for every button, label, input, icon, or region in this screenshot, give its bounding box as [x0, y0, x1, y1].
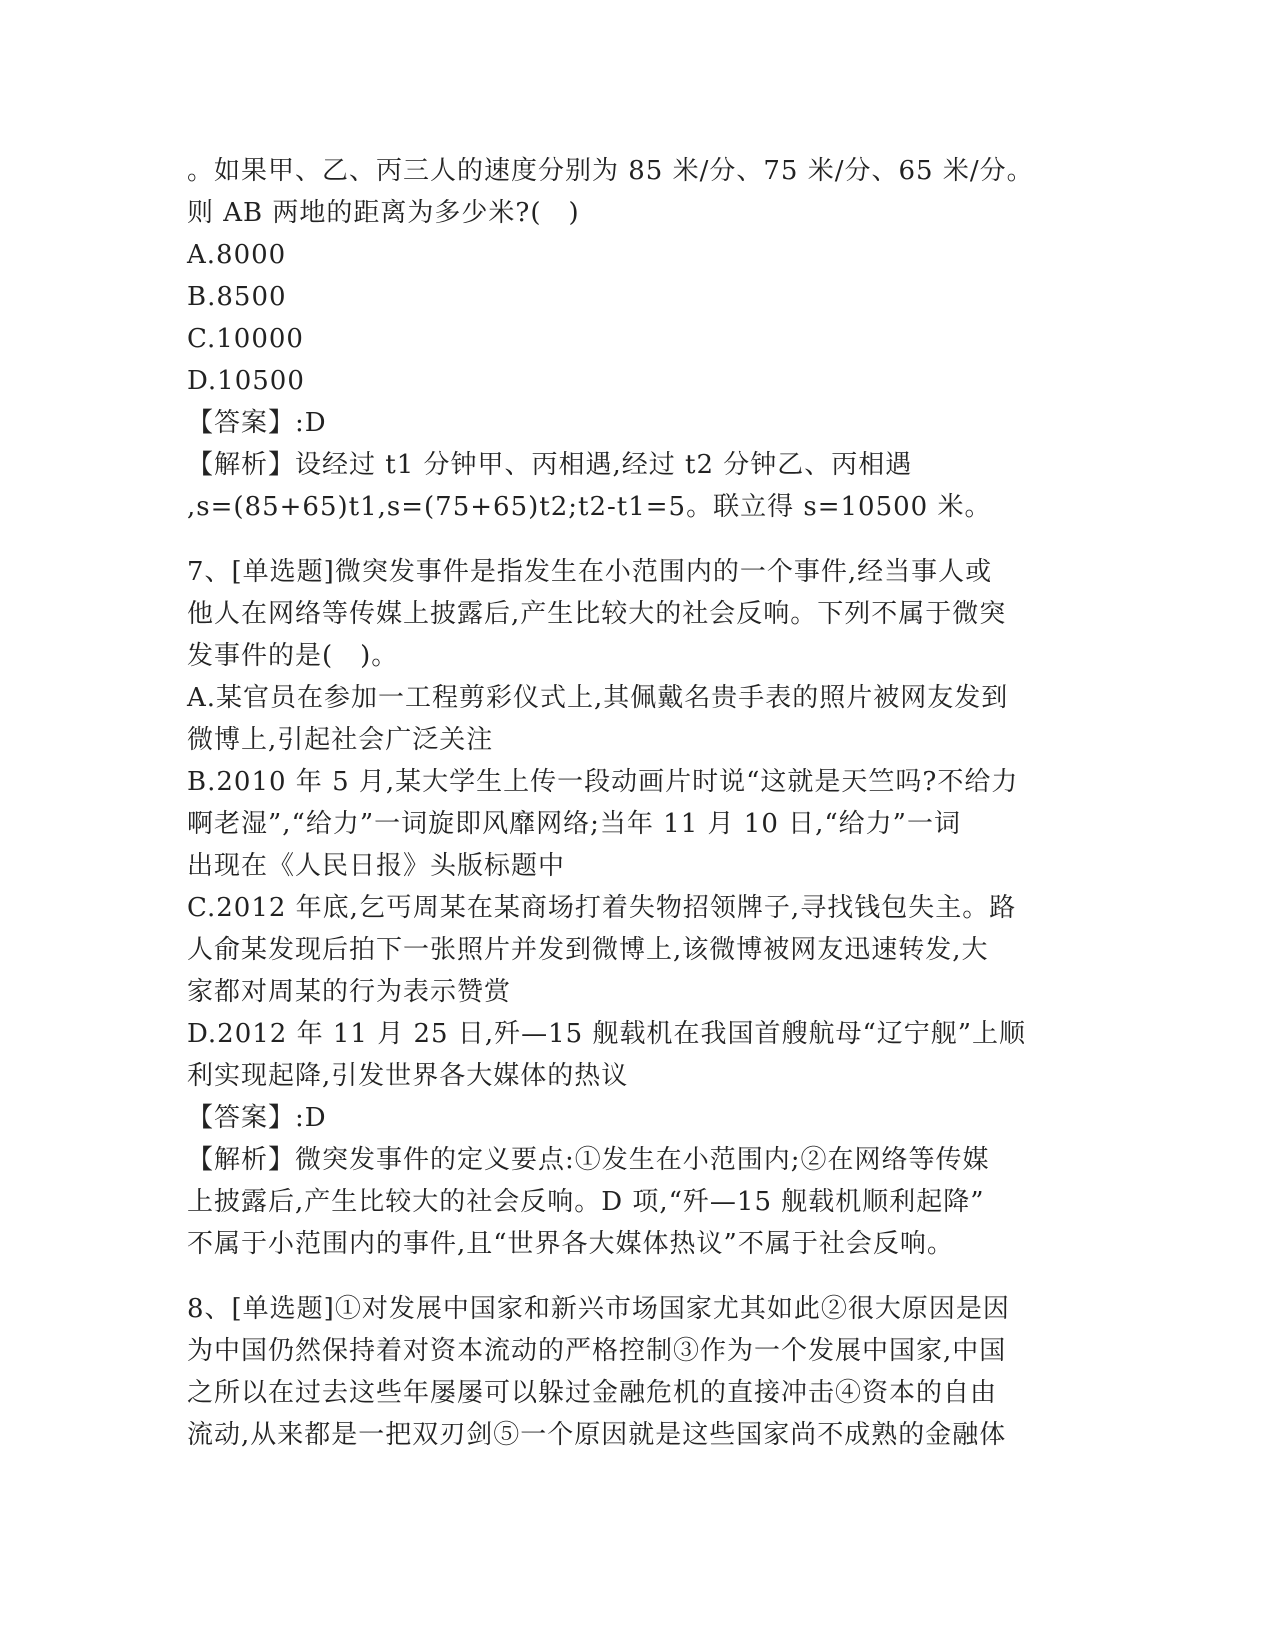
question-7 — [187, 551, 1087, 1265]
question-stem-line: 之所以在过去这些年屡屡可以躲过金融危机的直接冲击④资本的自由 — [187, 1378, 998, 1408]
question-stem-line: 为中国仍然保持着对资本流动的严格控制③作为一个发展中国家,中国 — [187, 1336, 1007, 1366]
option-a: A.8000 — [187, 240, 287, 270]
option-line: 家都对周某的行为表示赞赏 — [187, 977, 512, 1007]
option-b: B.8500 — [187, 282, 287, 312]
question-stem-line: 。如果甲、乙、丙三人的速度分别为 85 米/分、75 米/分、65 米/分。 — [187, 156, 1034, 186]
question-separator — [187, 528, 1087, 551]
answer-line: 【答案】:D — [187, 408, 327, 438]
question-8 — [187, 1288, 1087, 1456]
analysis-line: 【解析】设经过 t1 分钟甲、丙相遇,经过 t2 分钟乙、丙相遇 — [187, 450, 913, 480]
option-line: 利实现起降,引发世界各大媒体的热议 — [187, 1061, 629, 1091]
option-line: 人俞某发现后拍下一张照片并发到微博上,该微博被网友迅速转发,大 — [187, 935, 989, 965]
question-stem-line: 流动,从来都是一把双刃剑⑤一个原因就是这些国家尚不成熟的金融体 — [187, 1420, 1007, 1450]
question-stem-line: 则 AB 两地的距离为多少米?( ) — [187, 198, 580, 228]
analysis-line: 上披露后,产生比较大的社会反响。D 项,“歼—15 舰载机顺利起降” — [187, 1187, 985, 1217]
analysis-line: ,s=(85+65)t1,s=(75+65)t2;t2-t1=5。联立得 s=10500 米。 — [187, 492, 992, 522]
option-line: A.某官员在参加一工程剪彩仪式上,其佩戴名贵手表的照片被网友发到 — [187, 683, 1009, 713]
document-content — [187, 150, 1087, 1456]
analysis-line: 不属于小范围内的事件,且“世界各大媒体热议”不属于社会反响。 — [187, 1229, 954, 1259]
question-stem-line: 发事件的是( )。 — [187, 641, 399, 671]
question-stem-line: 7、[单选题]微突发事件是指发生在小范围内的一个事件,经当事人或 — [187, 557, 993, 587]
option-line: C.2012 年底,乞丐周某在某商场打着失物招领牌子,寻找钱包失主。路 — [187, 893, 1017, 923]
option-line: 微博上,引起社会广泛关注 — [187, 725, 494, 755]
answer-line: 【答案】:D — [187, 1103, 327, 1133]
option-c: C.10000 — [187, 324, 304, 354]
option-line: 啊老湿”,“给力”一词旋即风靡网络;当年 11 月 10 日,“给力”一词 — [187, 809, 961, 839]
option-line: B.2010 年 5 月,某大学生上传一段动画片时说“这就是天竺吗?不给力 — [187, 767, 1019, 797]
question-separator — [187, 1265, 1087, 1288]
analysis-line: 【解析】微突发事件的定义要点:①发生在小范围内;②在网络等传媒 — [187, 1145, 990, 1175]
option-line: D.2012 年 11 月 25 日,歼—15 舰载机在我国首艘航母“辽宁舰”上顺 — [187, 1019, 1027, 1049]
option-line: 出现在《人民日报》头版标题中 — [187, 851, 566, 881]
question-6 — [187, 150, 1087, 528]
question-stem-line: 8、[单选题]①对发展中国家和新兴市场国家尤其如此②很大原因是因 — [187, 1294, 1010, 1324]
question-stem-line: 他人在网络等传媒上披露后,产生比较大的社会反响。下列不属于微突 — [187, 599, 1007, 629]
option-d: D.10500 — [187, 366, 305, 396]
